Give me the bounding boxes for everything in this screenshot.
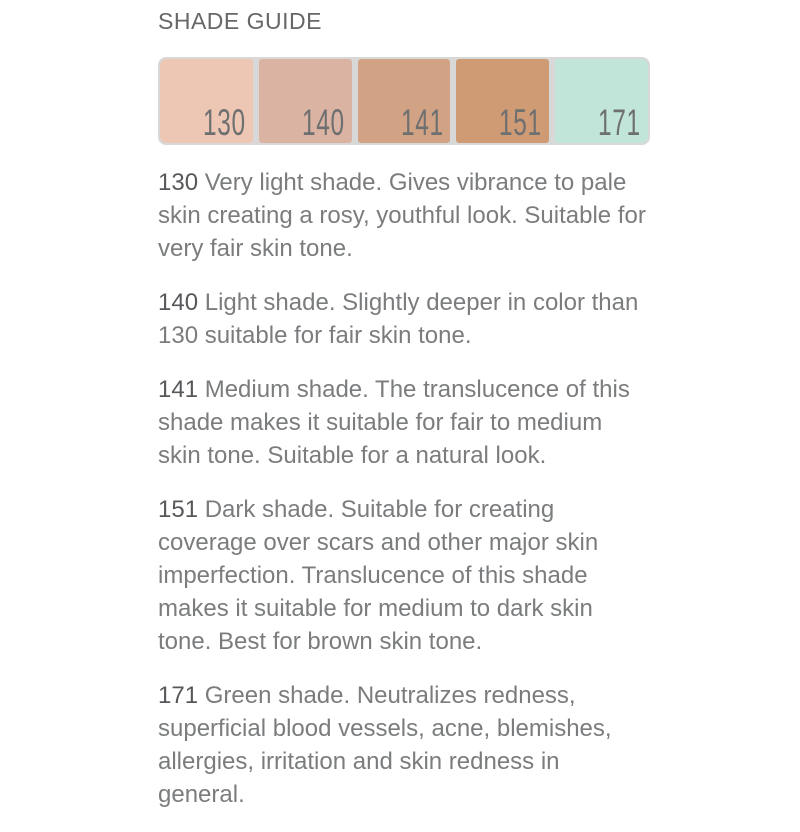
shade-description-text: Green shade. Neutralizes redness, superficial blood vessels, acne, blemishes, allergies, irritation and skin redness in general. (158, 682, 612, 808)
swatch-140-label: 140 (301, 102, 345, 143)
swatch-171 (555, 59, 648, 143)
swatch-141-label: 141 (400, 102, 444, 143)
page-title: SHADE GUIDE (158, 8, 322, 34)
shade-description-text: Dark shade. Suitable for creating coverage over scars and other major skin imperfection. Translucence of this shade makes it suitable for medium to dark skin tone. Best for brown skin tone. (158, 496, 599, 655)
swatch-151 (456, 59, 549, 143)
swatch-130 (160, 59, 253, 143)
swatch-130-label: 130 (203, 102, 246, 143)
shade-code: 151 (158, 496, 199, 523)
shade-description-130 (158, 166, 650, 265)
swatch-140 (259, 59, 352, 143)
shade-description-text: Very light shade. Gives vibrance to pale skin creating a rosy, youthful look. Suitable for very fair skin tone. (158, 169, 646, 262)
shade-code: 141 (158, 376, 199, 403)
shade-description-151 (158, 493, 650, 658)
swatch-141 (358, 59, 451, 143)
shade-swatch-bar (158, 57, 650, 145)
shade-code: 171 (158, 682, 199, 709)
shade-description-text: Medium shade. The translucence of this shade makes it suitable for fair to medium skin tone. Suitable for a natural look. (158, 376, 630, 469)
shade-description-171 (158, 679, 650, 811)
swatch-151-label: 151 (499, 102, 543, 143)
shade-description-140 (158, 286, 650, 352)
shade-code: 140 (158, 289, 199, 316)
shade-description-141 (158, 373, 650, 472)
shade-description-text: Light shade. Slightly deeper in color than 130 suitable for fair skin tone. (158, 289, 639, 349)
shade-guide-section (158, 8, 650, 832)
swatch-171-label: 171 (598, 102, 641, 143)
shade-code: 130 (158, 169, 199, 196)
